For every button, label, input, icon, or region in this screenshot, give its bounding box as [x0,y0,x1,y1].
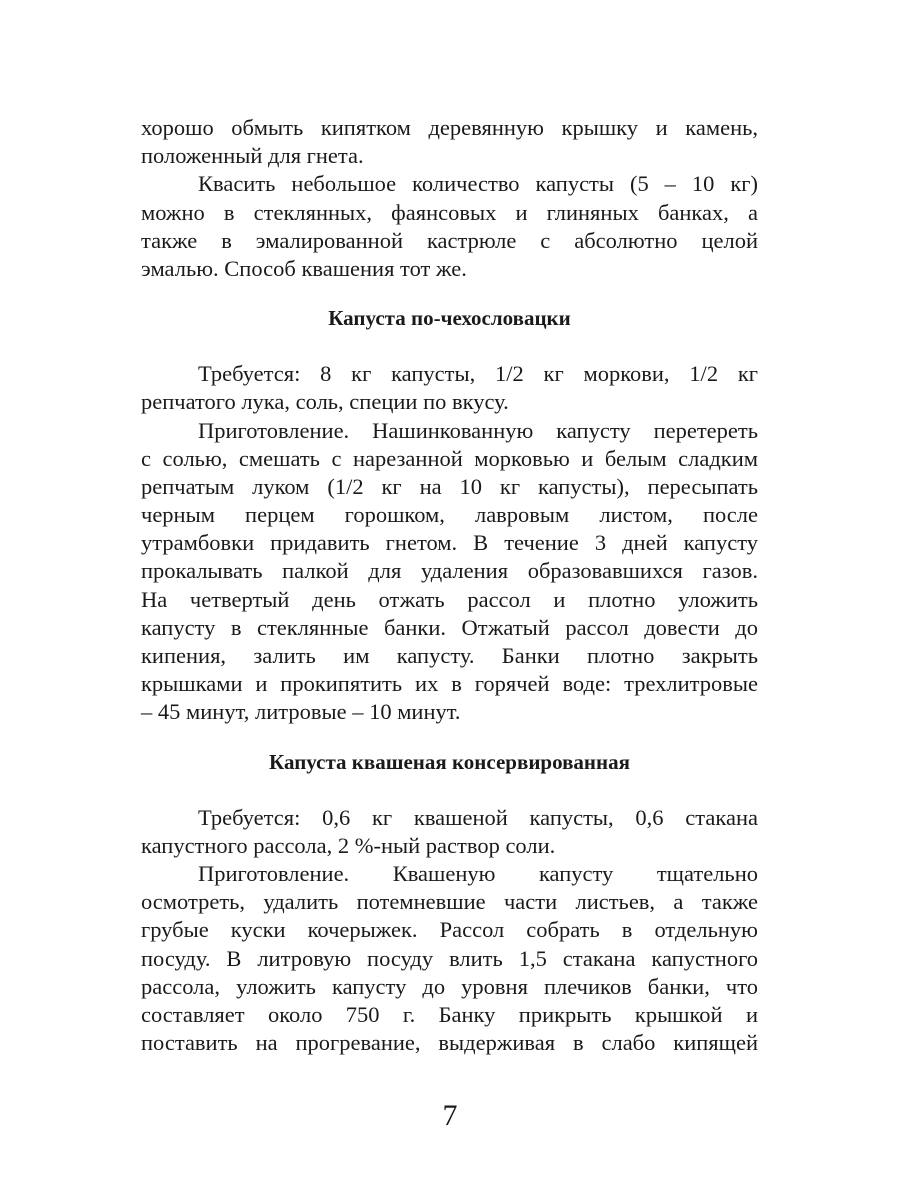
text-line: утрамбовки придавить гнетом. В течение 3 дней капусту [141,530,758,556]
page-number: 7 [442,1099,458,1132]
text-line: кипения, залить им капусту. Банки плотно закрыть [141,643,758,668]
text-line: положенный для гнета. [141,143,364,169]
text-line: – 45 минут, литровые – 10 минут. [141,699,461,725]
recipe-preparation [141,417,758,727]
text-line: крышками и прокипятить их в горячей воде: трехлитровые [141,671,758,697]
text-line: с солью, смешать с нарезанной морковью и белым сладким [141,445,758,471]
text-line: эмалью. Способ квашения тот же. [141,255,467,281]
text-line: черным перцем горошком, лавровым листом, после [141,502,758,528]
text-line: поставить на прогревание, выдерживая в слабо кипящей [141,1030,758,1056]
recipe-title: Капуста по-чехословацки [328,306,571,331]
text-line: грубые куски кочерыжек. Рассол собрать в отдельную [141,917,758,943]
text-line: репчатого лука, соль, специи по вкусу. [141,389,509,415]
text-line: На четвертый день отжать рассол и плотно уложить [141,586,758,612]
intro-paragraph-2 [141,170,758,283]
recipe-title: Капуста квашеная консервированная [269,749,630,774]
text-line: также в эмалированной кастрюле с абсолютно целой [141,227,758,253]
intro-paragraph-1 [141,114,758,170]
text-line: Требуется: 8 кг капусты, 1/2 кг моркови, 1/2 кг [198,361,758,387]
text-line: Квасить небольшое количество капусты (5 – 10 кг) [198,171,758,197]
text-line: Приготовление. Нашинкованную капусту перетереть [198,417,758,443]
text-line: Приготовление. Квашеную капусту тщательно [198,860,758,886]
text-line: можно в стеклянных, фаянсовых и глиняных банках, а [141,199,758,225]
text-line: осмотреть, удалить потемневшие части листьев, а также [141,889,758,915]
text-line: прокалывать палкой для удаления образовавшихся газов. [141,558,758,584]
recipe-preparation [141,860,758,1057]
page-body [141,114,758,1057]
text-line: Требуется: 0,6 кг квашеной капусты, 0,6 стакана [198,804,758,830]
text-line: хорошо обмыть кипятком деревянную крышку и камень, [141,115,758,140]
text-line: капусту в стеклянные банки. Отжатый рассол довести до [141,614,758,640]
text-line: капустного рассола, 2 %-ный раствор соли. [141,832,556,858]
text-line: посуду. В литровую посуду влить 1,5 стакана капустного [141,945,758,971]
recipe-ingredients [141,804,758,860]
text-line: рассола, уложить капусту до уровня плечиков банки, что [141,973,758,999]
recipe-ingredients [141,360,758,416]
text-line: репчатым луком (1/2 кг на 10 кг капусты), пересыпать [141,473,758,499]
text-line: составляет около 750 г. Банку прикрыть крышкой и [141,1001,758,1027]
